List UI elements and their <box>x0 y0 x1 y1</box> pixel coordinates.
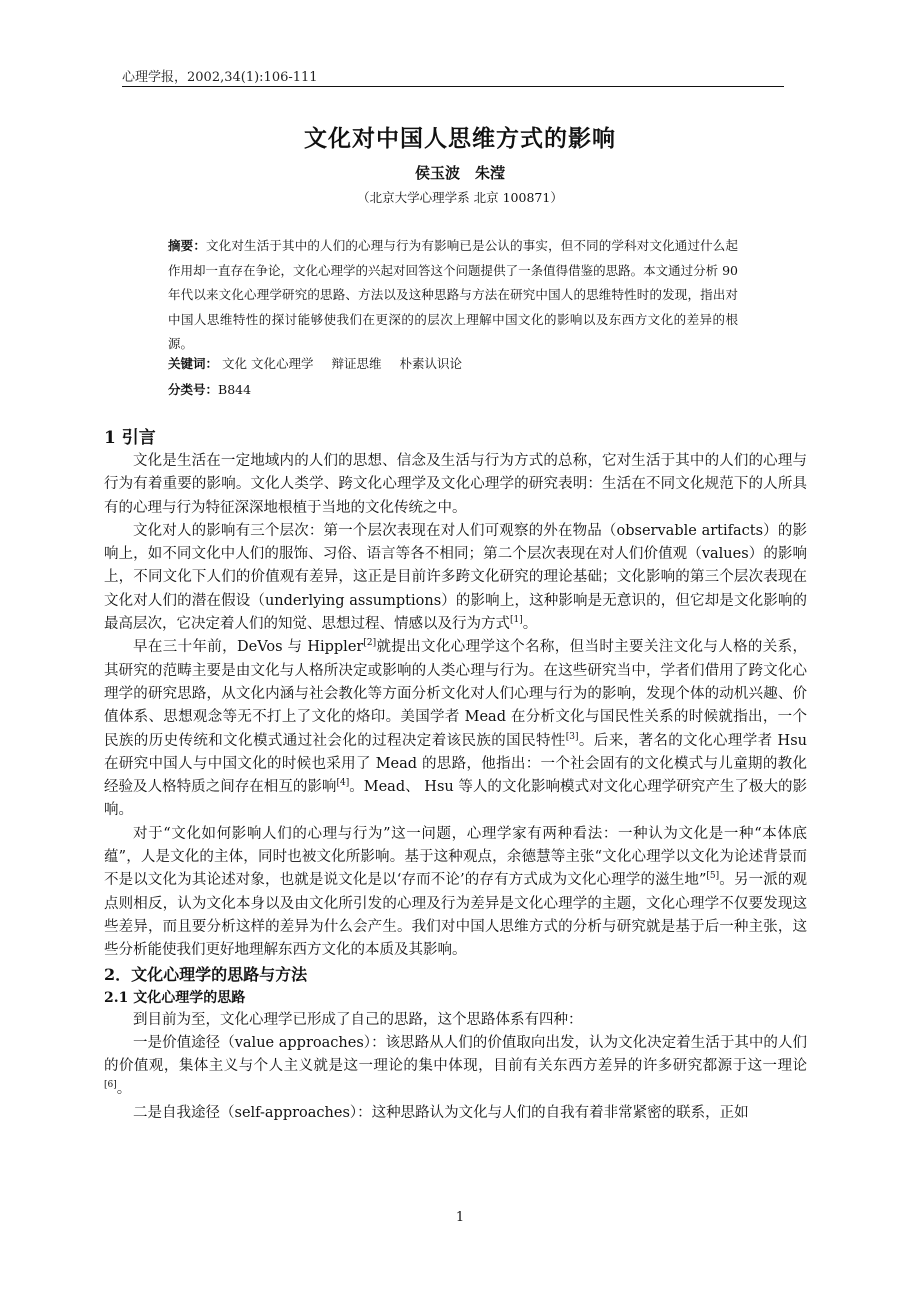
paragraph <box>104 1032 807 1102</box>
abstract <box>168 234 738 357</box>
paragraph-text: 早在三十年前，DeVos 与 Hippler <box>133 639 364 656</box>
paragraph <box>104 520 807 636</box>
citation: [5] <box>706 871 720 882</box>
citation: [4] <box>336 778 350 789</box>
paragraph-text: 。另一派的观点则相反，认为文化本身以及由文化所引发的心理及行为差异是文化心理学的主题，文化心理学不仅要发现这些差异，而且要分析这样的差异为什么会产生。我们对中国人思维方式的分析与研究就是基于后一种主张，这些分析能使我们更好地理解东西方文化的本质及其影响。 <box>104 872 807 959</box>
article-body <box>104 426 807 1125</box>
keyword: 文化 文化心理学 <box>222 356 314 371</box>
paragraph-text: 。 <box>116 1081 132 1098</box>
paragraph-text: 。Mead、 Hsu 等人的文化影响模式对文化心理学研究产生了极大的影响。 <box>104 779 808 819</box>
citation: [1] <box>510 615 523 626</box>
classification-code: B844 <box>218 382 252 397</box>
keywords <box>168 354 476 372</box>
citation: [6] <box>104 1080 117 1091</box>
affiliation: （北京大学心理学系 北京 100871） <box>357 190 563 205</box>
paragraph-text: 一是价值途径（value approaches）：该思路从人们的价值取向出发，认为文化决定着生活于其中的人们的价值观，集体主义与个人主义就是这一理论的集中体现，目前有关东西方差异的许多研究都源于这一理论 <box>104 1034 807 1075</box>
citation: [3] <box>565 731 579 742</box>
paragraph-text: 文化对人的影响有三个层次：第一个层次表现在对人们可观察的外在物品（observable artifacts）的影响上，如不同文化中人们的服饰、习俗、语言等各不相同；第二个层次表现在对人们价值观（values）的影响上，不同文化下人们的价值观有差异，这正是目前许多跨文化研究的理论基础；文化影响的第三个层次表现在文化对人们的潜在假设（underlying assumptions）的影响上，这种影响是无意识的，但它却是文化影响的最高层次，它决定着人们的知觉、思想过程、情感以及行为方式 <box>104 522 807 633</box>
header-rule <box>122 86 784 87</box>
citation: [2] <box>363 638 377 649</box>
paragraph-text: 。后来，著名的文化心理学者 Hsu 在研究中国人与中国文化的时候也采用了 Mead 的思路，他指出：一个社会固有的文化模式与儿童期的教化经验及人格特质之间存在相互的影响 <box>104 732 807 796</box>
keywords-label: 关键词： <box>168 356 219 371</box>
page-number: 1 <box>455 1210 465 1225</box>
paragraph: 到目前为至，文化心理学已形成了自己的思路，这个思路体系有四种： <box>133 1011 583 1028</box>
paragraph <box>104 636 807 822</box>
paragraph: 文化是生活在一定地域内的人们的思想、信念及生活与行为方式的总称，它对生活于其中的人们的心理与行为有着重要的影响。文化人类学、跨文化心理学及文化心理学的研究表明：生活在不同文化规范下的人所具有的心理与行为特征深深地根植于当地的文化传统之中。 <box>104 453 807 516</box>
abstract-label: 摘要： <box>168 238 207 253</box>
paragraph-text: 。 <box>522 616 538 633</box>
keyword: 辩证思维 <box>331 356 382 371</box>
section-heading: 1 引言 <box>104 428 156 448</box>
paragraph-text: 就提出文化心理学这个名称，但当时主要关注文化与人格的关系，其研究的范畴主要是由文化与人格所决定或影响的人类心理与行为。在这些研究当中，学者们借用了跨文化心理学的研究思路，从文化内涵与社会教化等方面分析文化对人们心理与行为的影响，发现个体的动机兴趣、价值体系、思想观念等无不打上了文化的烙印。美国学者 Mead 在分析文化与国民性关系的时候就指出，一个民族的历史传统和文化模式通过社会化的过程决定着该民族的国民特性 <box>104 639 807 749</box>
classification <box>168 380 251 398</box>
subsection-heading: 2.1 文化心理学的思路 <box>104 989 246 1006</box>
keyword: 朴素认识论 <box>399 356 462 371</box>
paragraph-text: 对于“文化如何影响人们的心理与行为”这一问题，心理学家有两种看法：一种认为文化是一种“本体底蕴”，人是文化的主体，同时也被文化所影响。基于这种观点，余德慧等主张“文化心理学以文化为论述背景而不是以文化为其论述对象，也就是说文化是以‘存而不论’的存有方式成为文化心理学的滋生地” <box>104 825 807 889</box>
article-title: 文化对中国人思维方式的影响 <box>304 125 616 152</box>
section-heading: 2．文化心理学的思路与方法 <box>104 964 308 984</box>
classification-label: 分类号： <box>168 382 219 397</box>
author-names: 侯玉波 朱滢 <box>414 164 505 182</box>
paragraph: 二是自我途径（self-approaches）：这种思路认为文化与人们的自我有着非常紧密的联系，正如 <box>133 1104 749 1121</box>
running-head: 心理学报，2002,34(1):106-111 <box>122 70 318 85</box>
paragraph <box>104 823 807 963</box>
abstract-text: 文化对生活于其中的人们的心理与行为有影响已是公认的事实，但不同的学科对文化通过什么起作用却一直存在争论，文化心理学的兴起对回答这个问题提供了一条值得借鉴的思路。本文通过分析 90 年代以来文化心理学研究的思路、方法以及这种思路与方法在研究中国人的思维特性时的发现，指出对中国人思维特性的探讨能够使我们在更深的的层次上理解中国文化的影响以及东西方文化的差异的根源。 <box>168 238 738 351</box>
